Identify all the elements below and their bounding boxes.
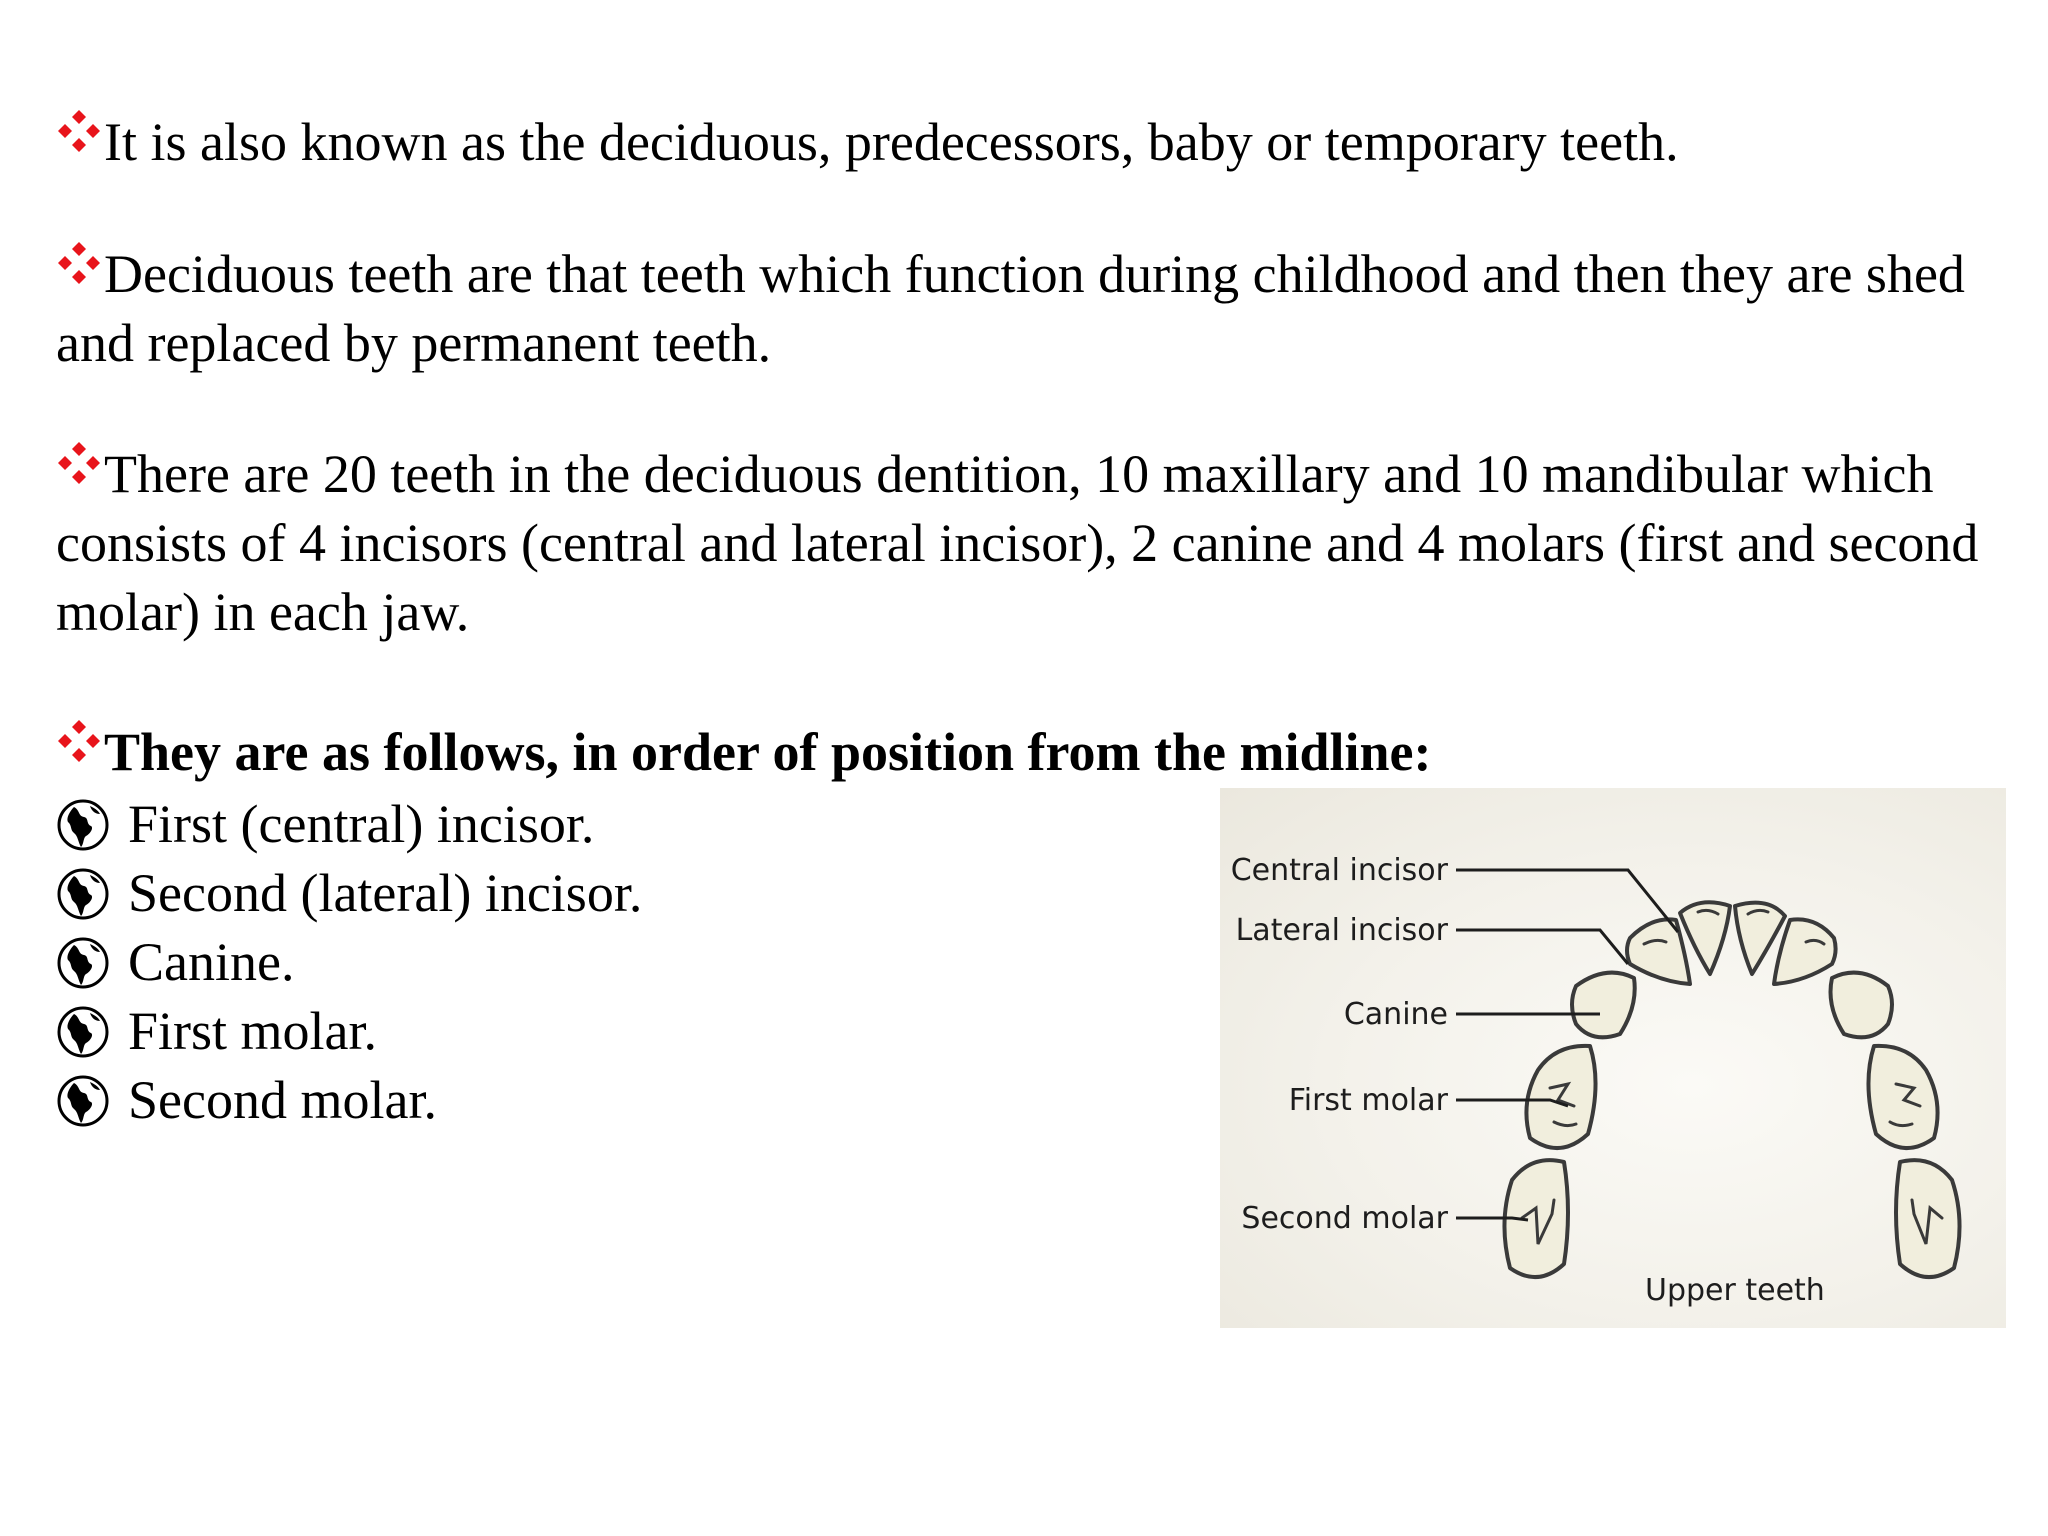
diamond-cluster-icon xyxy=(56,108,102,154)
diamond-cluster-icon xyxy=(56,718,102,764)
globe-icon xyxy=(56,1074,110,1128)
bullet-text-2: Deciduous teeth are that teeth which function during childhood and then they are shed and replaced by permanent teeth. xyxy=(56,244,1965,373)
bullet-text-3: There are 20 teeth in the deciduous dentition, 10 maxillary and 10 mandibular which consists of 4 incisors (central and lateral incisor), 2 canine and 4 molars (first and second molar) in each jaw. xyxy=(56,444,1979,642)
globe-icon xyxy=(56,1005,110,1059)
teeth-order-list xyxy=(56,790,1056,1135)
diamond-cluster-icon xyxy=(56,240,102,286)
list-item xyxy=(56,997,1056,1066)
bullet-text-4: They are as follows, in order of position from the midline: xyxy=(104,722,1432,782)
globe-icon xyxy=(56,798,110,852)
upper-teeth-diagram xyxy=(1220,788,2006,1328)
leader-central-incisor xyxy=(1456,870,1678,932)
bullet-paragraph-1 xyxy=(56,108,2016,177)
bullet-text-1: It is also known as the deciduous, predecessors, baby or temporary teeth. xyxy=(104,112,1679,172)
globe-icon xyxy=(56,936,110,990)
label-first-molar: First molar xyxy=(1288,1083,1448,1118)
label-lateral-incisor: Lateral incisor xyxy=(1235,913,1448,948)
list-item xyxy=(56,790,1056,859)
label-central-incisor: Central incisor xyxy=(1230,853,1448,888)
leader-second-molar xyxy=(1456,1218,1528,1220)
diamond-cluster-icon xyxy=(56,440,102,486)
leader-lateral-incisor xyxy=(1456,930,1628,964)
bullet-paragraph-2 xyxy=(56,240,2016,378)
tooth-canine-right xyxy=(1831,973,1893,1038)
list-item-text: First molar. xyxy=(128,1001,378,1061)
tooth-canine-left xyxy=(1572,973,1635,1038)
figure-caption: Upper teeth xyxy=(1645,1273,1825,1308)
globe-icon xyxy=(56,867,110,921)
dental-arch-svg xyxy=(1220,788,2006,1328)
list-item-text: Canine. xyxy=(128,932,295,992)
list-item-text: Second molar. xyxy=(128,1070,437,1130)
label-canine: Canine xyxy=(1343,997,1448,1032)
tooth-first-molar-right xyxy=(1868,1046,1937,1148)
list-item xyxy=(56,928,1056,997)
bullet-paragraph-3 xyxy=(56,440,2016,647)
list-item xyxy=(56,859,1056,928)
bullet-paragraph-4 xyxy=(56,718,2016,787)
tooth-lateral-incisor-right xyxy=(1774,919,1836,984)
list-item-text: First (central) incisor. xyxy=(128,794,595,854)
list-item-text: Second (lateral) incisor. xyxy=(128,863,643,923)
tooth-lateral-incisor-left xyxy=(1627,919,1690,984)
list-item xyxy=(56,1066,1056,1135)
label-second-molar: Second molar xyxy=(1241,1201,1448,1236)
